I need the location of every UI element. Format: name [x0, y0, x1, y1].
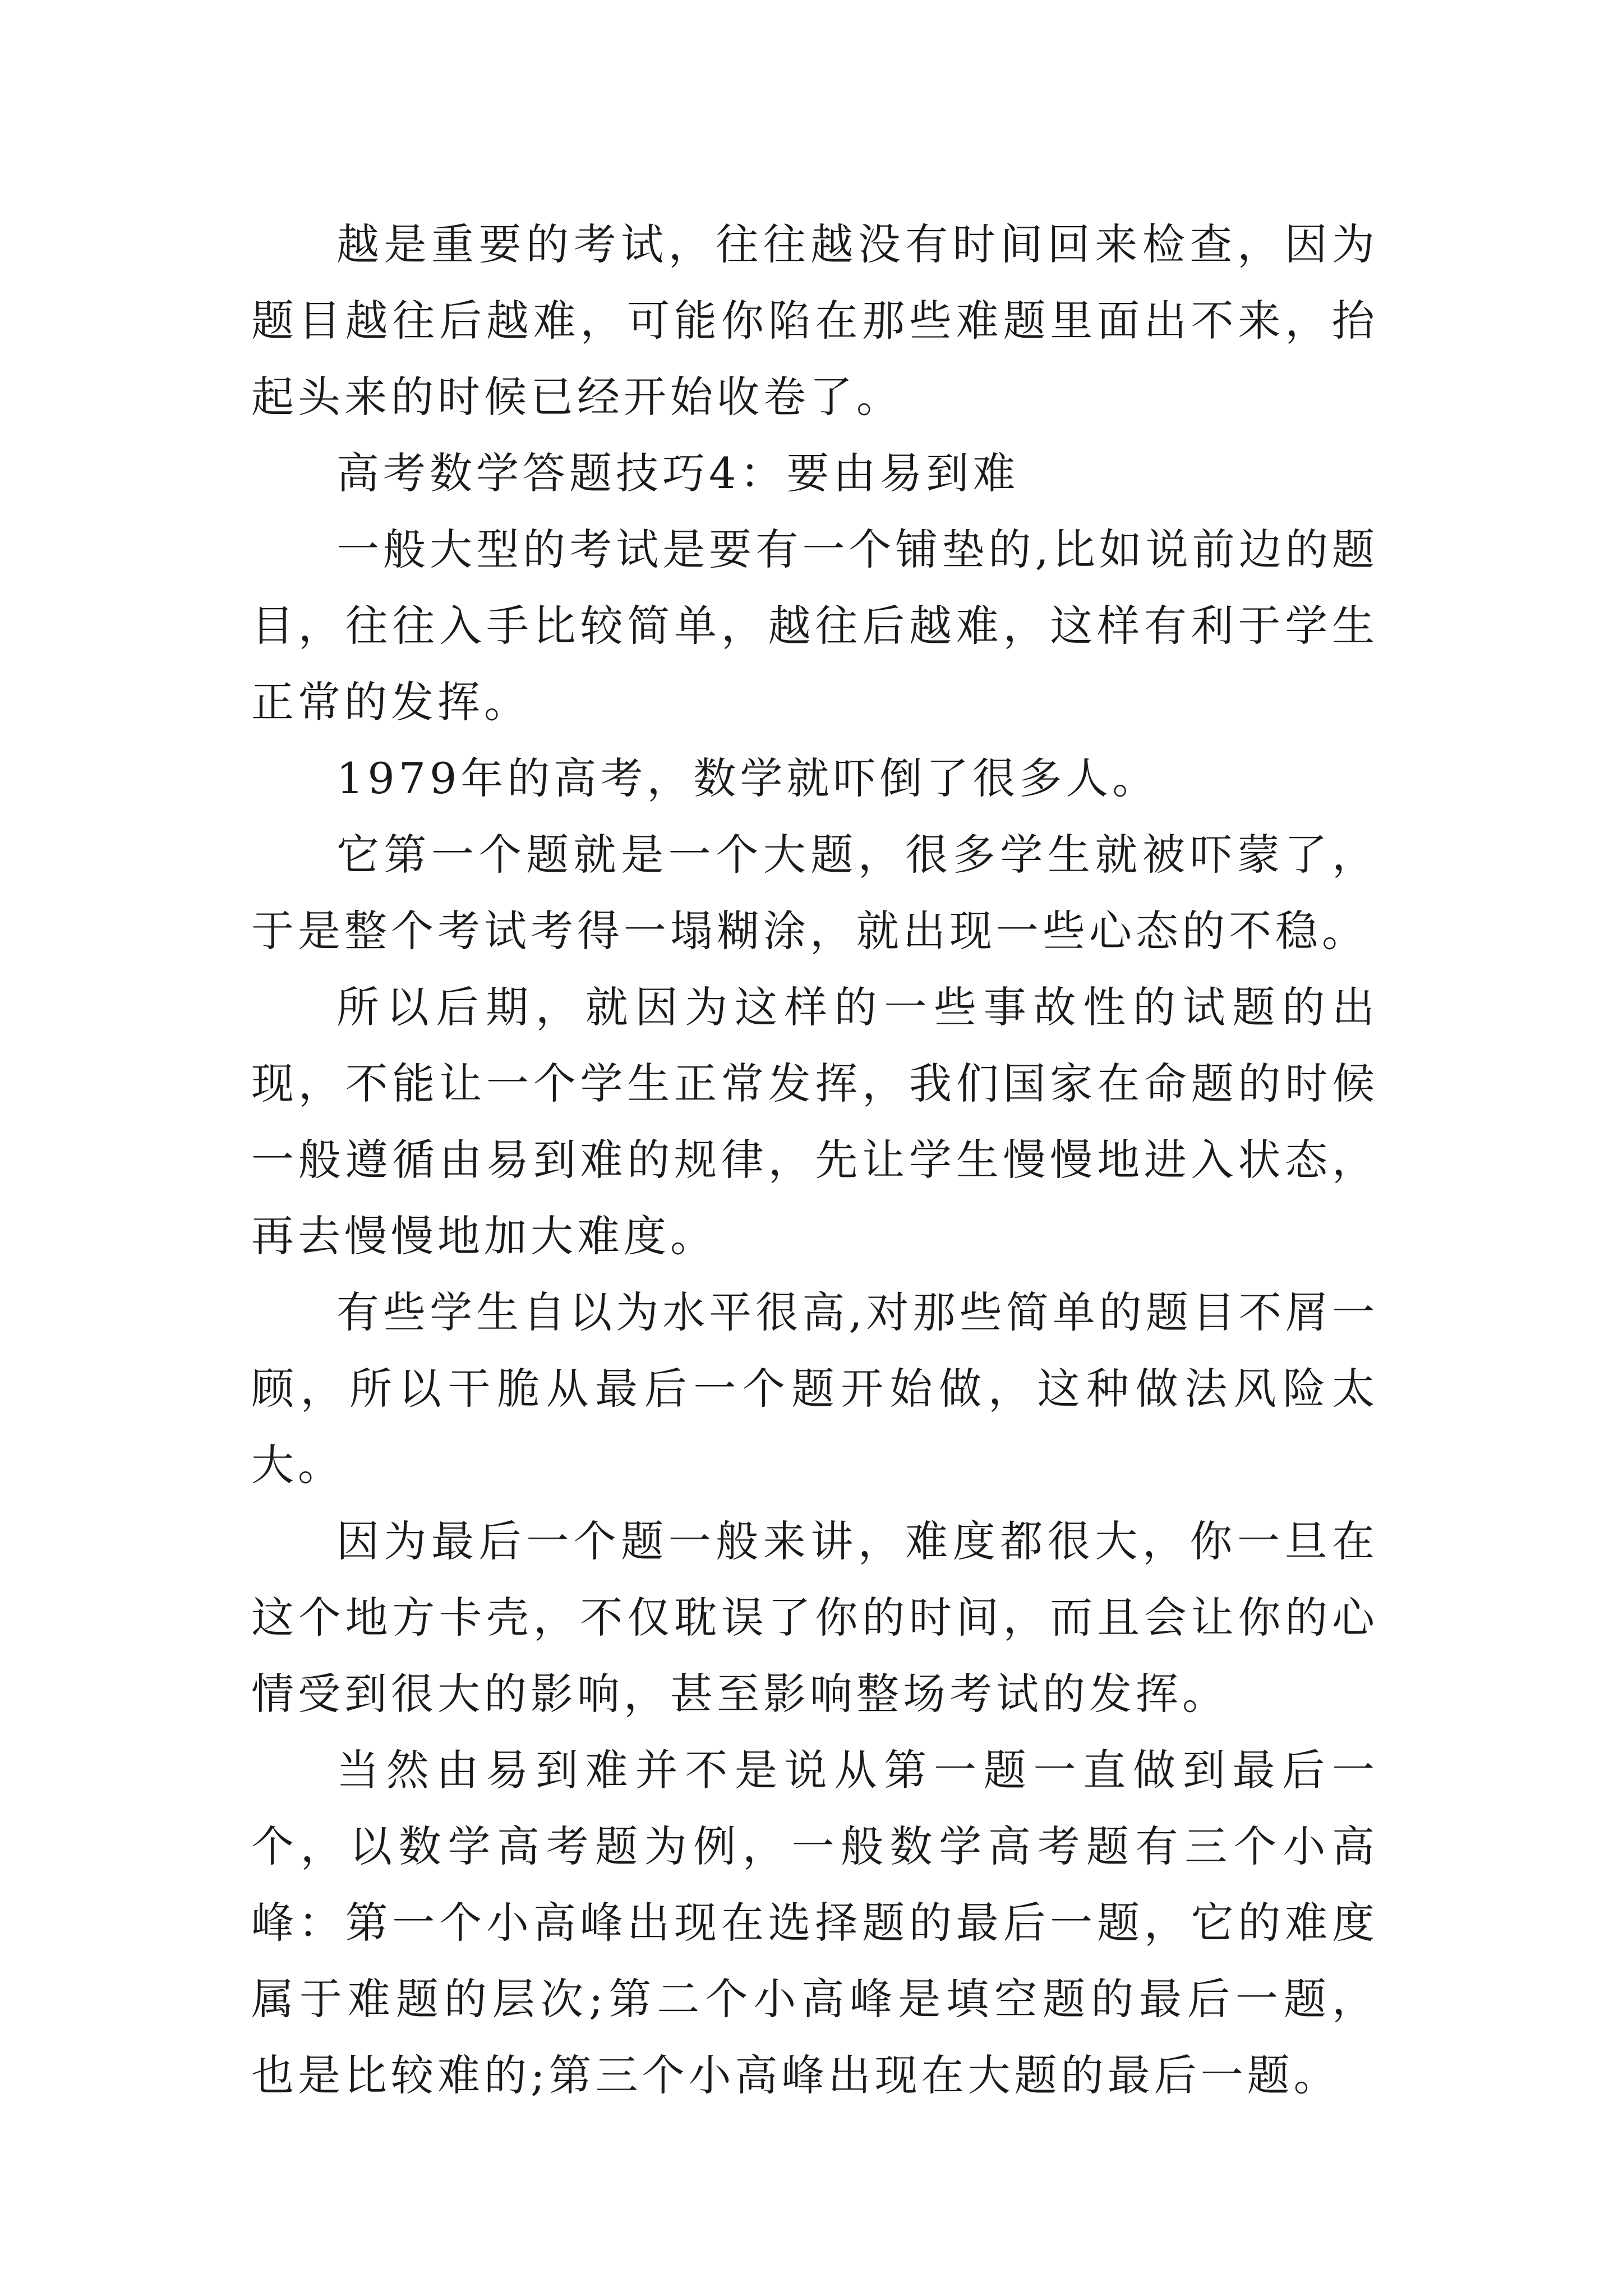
paragraph-8: 当然由易到难并不是说从第一题一直做到最后一个，以数学高考题为例，一般数学高考题有三个小高峰：第一个小高峰出现在选择题的最后一题，它的难度属于难题的层次;第二个小高峰是填空题的最后一题，也是比较难的;第三个小高峰出现在大题的最后一题。 — [251, 1745, 1378, 2100]
paragraph-6: 有些学生自以为水平很高,对那些简单的题目不屑一顾，所以干脆从最后一个题开始做，这种做法风险太大。 — [251, 1287, 1378, 1490]
paragraph-3: 1979年的高考，数学就吓倒了很多人。 — [336, 753, 1159, 803]
paragraph-1: 越是重要的考试，往往越没有时间回来检查，因为题目越往后越难，可能你陷在那些难题里面出不来，抬起头来的时候已经开始收卷了。 — [251, 219, 1378, 422]
document-body — [251, 206, 1378, 2114]
paragraph-2: 一般大型的考试是要有一个铺垫的,比如说前边的题目，往往入手比较简单，越往后越难，这样有利于学生正常的发挥。 — [251, 524, 1378, 727]
paragraph-4: 它第一个题就是一个大题，很多学生就被吓蒙了，于是整个考试考得一塌糊涂，就出现一些心态的不稳。 — [251, 830, 1378, 956]
paragraph-5: 所以后期，就因为这样的一些事故性的试题的出现，不能让一个学生正常发挥，我们国家在命题的时候一般遵循由易到难的规律，先让学生慢慢地进入状态，再去慢慢地加大难度。 — [251, 982, 1378, 1261]
section-heading: 高考数学答题技巧4：要由易到难 — [336, 448, 1020, 498]
paragraph-7: 因为最后一个题一般来讲，难度都很大，你一旦在这个地方卡壳，不仅耽误了你的时间，而且会让你的心情受到很大的影响，甚至影响整场考试的发挥。 — [251, 1516, 1378, 1719]
